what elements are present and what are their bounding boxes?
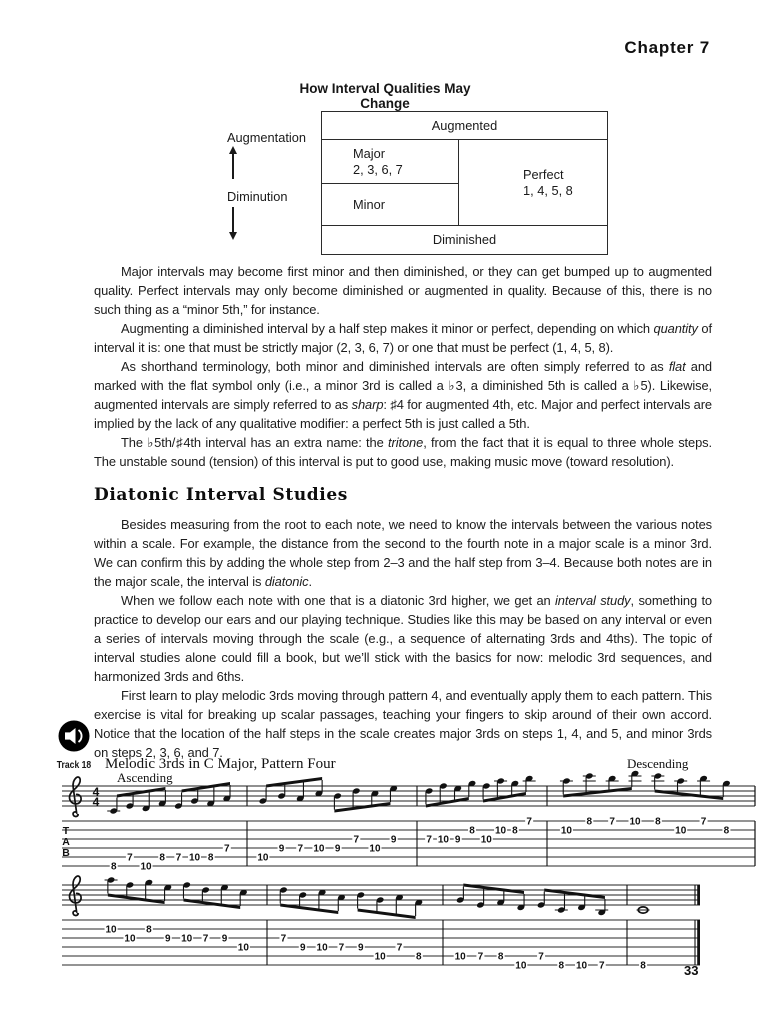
tab-number: 7 — [609, 816, 615, 828]
augmentation-label: Augmentation — [227, 130, 306, 145]
final-barline — [697, 885, 700, 905]
paragraph: First learn to play melodic 3rds moving through pattern 4, and eventually apply them to each pattern. This exercise is vital for breaking up scalar passages, teaching your fingers to skip around of their own accord. Notice that the location of the half steps in the scale creates major 3rds on steps 1, 4, and 5, and minor 3rds on steps 2, 3, 6, and 7. — [94, 688, 712, 760]
tab-number: 7 — [538, 951, 544, 963]
time-signature: 4 — [92, 784, 100, 799]
tab-number: 10 — [124, 933, 136, 945]
cell-major: Major 2, 3, 6, 7 — [322, 140, 458, 184]
tab-number: 8 — [586, 816, 593, 828]
diagram-title: How Interval Qualities May Change — [299, 81, 471, 111]
paragraph: Major intervals may become first minor and then diminished, or they can get bumped up to augmented quality. Perfect intervals may only become diminished or augmented in quality. Because of this, there is no such thing as a “minor 5th,” for instance. — [94, 264, 712, 317]
tab-number: 10 — [495, 825, 507, 837]
cell-diminished: Diminished — [322, 225, 607, 253]
tab-number: 7 — [598, 960, 605, 972]
tab-number: 9 — [164, 933, 171, 945]
tab-number: 10 — [675, 825, 687, 837]
tab-number: 8 — [469, 825, 475, 837]
tab-number: 7 — [127, 852, 133, 864]
paragraph: When we follow each note with one that is a diatonic 3rd higher, we get an interval study, something to practice to develop our ears and our playing technique. Studies like this may be based on any interval or even a series of intervals moving through the scale (e.g., a sequence of alternating 3rds and 4ths). The topic of interval studies alone could fill a book, but we’ll stick with the basics for now: melodic 3rd sequences, and harmonized 3rds and 6ths. — [94, 593, 712, 684]
tab-number: 7 — [175, 852, 182, 864]
tab-number: 9 — [299, 942, 306, 954]
cell-minor: Minor — [353, 197, 385, 212]
tab-number: 10 — [575, 960, 588, 972]
tab-number: 7 — [700, 816, 707, 828]
tab-number: 8 — [146, 924, 152, 936]
tab-number: 7 — [202, 933, 209, 945]
tab-number: 10 — [454, 951, 466, 963]
tab-number: 7 — [526, 816, 532, 828]
tab-number: 9 — [454, 834, 461, 846]
tab-number: 8 — [416, 951, 422, 963]
paragraph: As shorthand terminology, both minor and diminished intervals are often simply referred to as flat and marked with the flat symbol only (i.e., a minor 3rd is called a ♭3, a diminished 5th is called a ♭5). Likewise, augmented intervals are simply referred to as sharp: ♯4 for augmented 4th, etc. Major and perfect intervals are implied by the lack of any qualitative modifier: a perfect 5th is just called a 5th. — [94, 359, 713, 431]
tab-number: 8 — [110, 861, 117, 873]
tab-number: 10 — [237, 942, 249, 954]
tab-number: 9 — [278, 843, 285, 855]
tab-number: 8 — [207, 852, 214, 864]
diminution-label: Diminution — [227, 189, 288, 204]
tab-number: 8 — [497, 951, 504, 963]
beam — [358, 909, 416, 920]
tab-number: 10 — [437, 834, 449, 846]
tab-number: 10 — [188, 852, 201, 864]
tab-number: 10 — [629, 816, 641, 828]
tab-letter: A — [62, 836, 70, 848]
chapter-header: Chapter 7 — [624, 38, 710, 57]
tab-number: 10 — [313, 843, 325, 855]
tab-number: 10 — [181, 933, 193, 945]
tab-number: 8 — [512, 825, 518, 837]
tab-number: 9 — [334, 843, 341, 855]
section-heading: Diatonic Interval Studies — [94, 485, 348, 505]
tab-number: 7 — [338, 942, 345, 954]
final-barline — [697, 920, 700, 965]
descending-label: Descending — [627, 756, 689, 771]
tab-number: 9 — [358, 942, 364, 954]
treble-clef-icon — [70, 777, 82, 816]
tab-number: 7 — [280, 933, 287, 945]
cell-perfect: Perfect 1, 4, 5, 8 — [523, 166, 573, 198]
tab-number: 8 — [558, 960, 565, 972]
tab-number: 8 — [655, 816, 661, 828]
beam — [334, 802, 390, 813]
tab-number: 10 — [316, 942, 328, 954]
tab-number: 9 — [390, 834, 397, 846]
tab-number: 7 — [426, 834, 432, 846]
tab-number: 10 — [369, 843, 381, 855]
tab-number: 8 — [159, 852, 165, 864]
tab-number: 10 — [140, 861, 152, 873]
tab-number: 7 — [477, 951, 484, 963]
treble-clef-icon — [70, 876, 82, 915]
paragraph: The ♭5th/♯4th interval has an extra name: the tritone, from the fact that it is equal to three whole steps. The unstable sound (tension) of this interval is put to good use, making music move (toward resolution). — [94, 435, 712, 469]
tab-number: 10 — [257, 852, 269, 864]
tab-number: 9 — [221, 933, 228, 945]
music-system-2 — [62, 876, 700, 972]
tab-number: 10 — [105, 924, 117, 936]
paragraph: Besides measuring from the root to each note, we need to know the intervals between the various notes within a scale. For example, the distance from the second to the fourth note in a major scale is a minor 3rd. We can confirm this by adding the whole step from 2–3 and the half step from 3–4. Because both notes are in the major scale, the interval is diatonic. — [94, 517, 712, 589]
tab-number: 10 — [480, 834, 492, 846]
page-number: 33 — [684, 963, 699, 978]
tab-number: 8 — [640, 960, 646, 972]
ascending-label: Ascending — [117, 770, 173, 785]
track-label: Track 18 — [56, 759, 92, 771]
tab-number: 10 — [560, 825, 572, 837]
tab-number: 10 — [374, 951, 386, 963]
paragraph: Augmenting a diminished interval by a half step makes it minor or perfect, depending on which quantity of interval it is: one that must be strictly major (2, 3, 6, 7) or one that must be perfect (1, 4, 5, 8). — [94, 321, 712, 355]
tab-letter: T — [62, 825, 70, 837]
cell-augmented: Augmented — [322, 112, 607, 140]
tab-number: 8 — [723, 825, 730, 837]
tab-number: 7 — [224, 843, 230, 855]
music-system-1 — [62, 770, 755, 873]
tab-number: 7 — [396, 942, 403, 954]
time-signature: 4 — [92, 794, 100, 809]
tab-number: 10 — [515, 960, 527, 972]
music-title: Melodic 3rds in C Major, Pattern Four — [105, 756, 336, 772]
tab-letter: B — [62, 847, 70, 859]
tab-number: 7 — [297, 843, 304, 855]
tab-number: 7 — [353, 834, 360, 846]
